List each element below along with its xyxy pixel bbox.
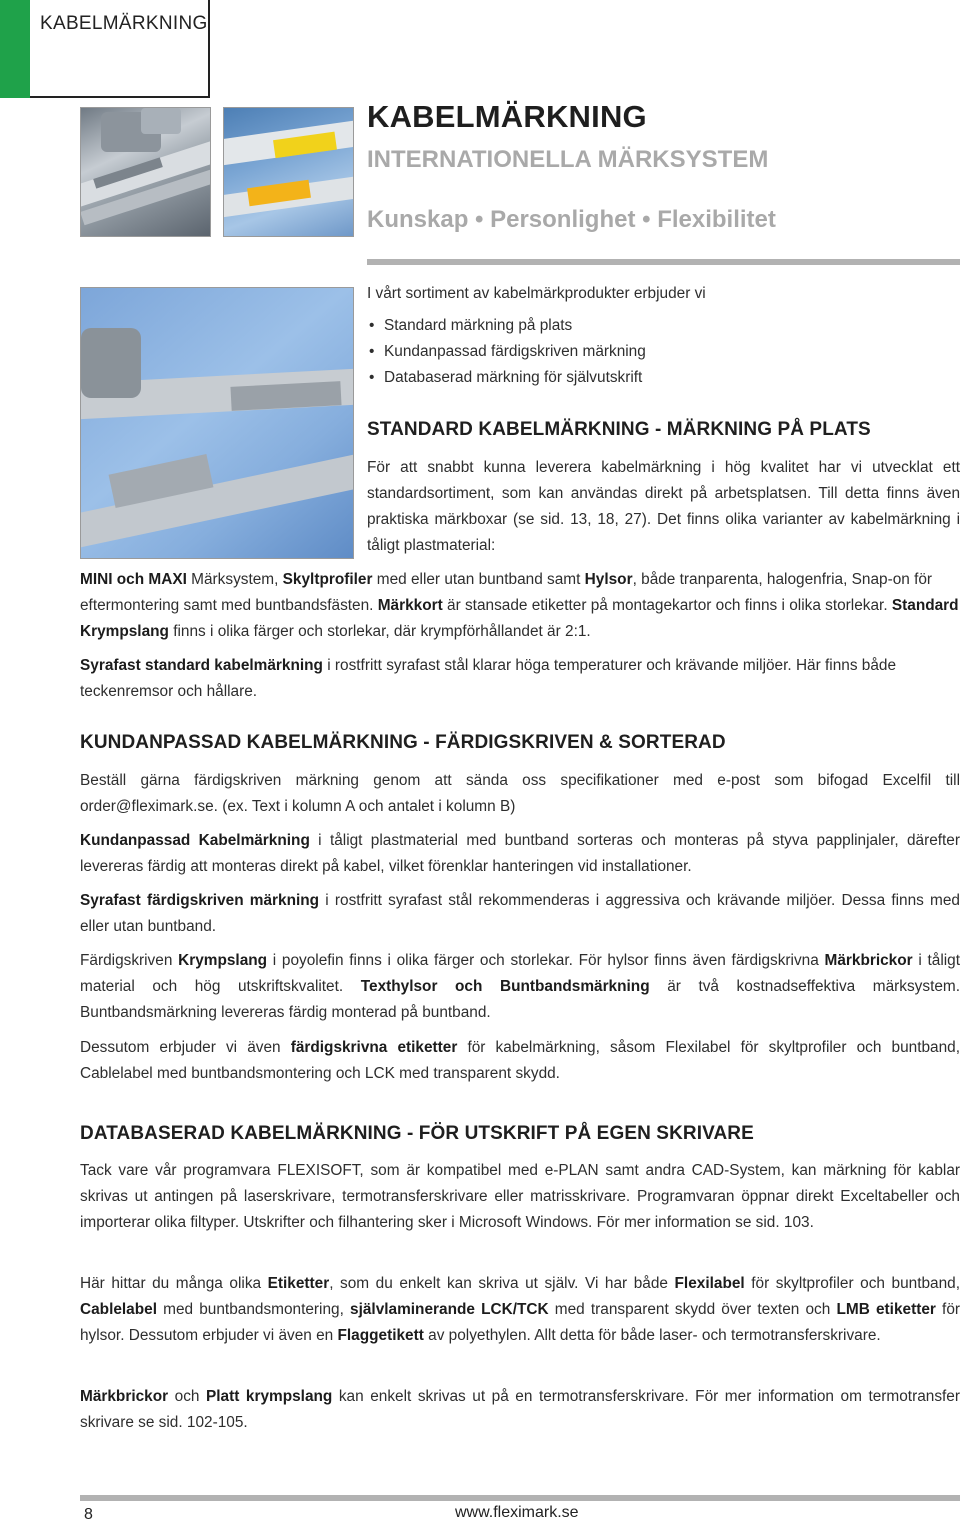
section-heading-standard: STANDARD KABELMÄRKNING - MÄRKNING PÅ PLATS <box>367 419 871 440</box>
bold-term: Etiketter <box>267 1275 330 1292</box>
paragraph <box>80 1271 960 1349</box>
bold-term: Cablelabel <box>80 1301 157 1318</box>
tagline: Kunskap • Personlighet • Flexibilitet <box>367 206 776 233</box>
text-run: kan enkelt skrivas ut på en termotransferskrivare. För mer information om termotransfer skrivare se sid. 102-105. <box>80 1388 960 1431</box>
paragraph <box>80 567 960 645</box>
header-accent-bar <box>0 0 30 98</box>
divider-top <box>367 259 960 265</box>
paragraph <box>80 828 960 880</box>
bold-term: självlaminerande LCK/TCK <box>350 1301 549 1318</box>
cable-marker-illustration <box>224 108 353 236</box>
text-run: i tåligt material och hög utskriftskvalitet. <box>80 952 960 995</box>
cable-marker-photo <box>80 107 211 237</box>
cable-marker-illustration <box>81 108 210 236</box>
text-run: finns i olika färger och storlekar, där krympförhållandet är 2:1. <box>168 623 591 640</box>
list-item: • Kundanpassad färdigskriven märkning <box>367 339 960 365</box>
paragraph: För att snabbt kunna leverera kabelmärkning i hög kvalitet har vi utvecklat ett standardsortiment, som kan användas direkt på arbetsplatsen. Till detta finns även praktiska märkboxar (se sid. 13, 18, 27). Det finns olika varianter av kabelmärkning i tåligt plastmaterial: <box>367 459 960 554</box>
text-run: med buntbandsmontering, <box>156 1301 351 1318</box>
text-run: för skyltprofiler och buntband, <box>744 1275 960 1292</box>
bold-term: MINI och MAXI <box>80 571 187 588</box>
section-heading-databaserad: DATABASERAD KABELMÄRKNING - FÖR UTSKRIFT PÅ EGEN SKRIVARE <box>80 1123 754 1144</box>
text-run: , som du enkelt kan skriva ut själv. Vi har både <box>329 1275 675 1292</box>
bold-term: Syrafast färdigskriven märkning <box>80 892 320 909</box>
bold-term: Texthylsor och Buntbandsmärkning <box>360 978 650 995</box>
page-subtitle: INTERNATIONELLA MÄRKSYSTEM <box>367 146 769 173</box>
list-item: • Databaserad märkning för självutskrift <box>367 365 960 391</box>
text-run: Färdigskriven <box>80 952 179 969</box>
intro-bullet-list <box>367 313 960 391</box>
paragraph <box>80 1035 960 1087</box>
list-item: • Standard märkning på plats <box>367 313 960 339</box>
bold-term: Märkbrickor <box>824 952 913 969</box>
text-run: av polyethylen. Allt detta för både laser- och termotransferskrivare. <box>423 1327 881 1344</box>
text-run: i tåligt plastmaterial med buntband sorteras och monteras på styva papplinjaler, därefter levereras färdig att monteras direkt på kabel, vilket förenklar hanteringen vid installationer. <box>80 832 960 875</box>
text-run: och <box>168 1388 207 1405</box>
page-title: KABELMÄRKNING <box>367 99 647 134</box>
bold-term: Platt krympslang <box>206 1388 333 1405</box>
text-run: för kabelmärkning, såsom Flexilabel för skyltprofiler och buntband, Cablelabel med buntbandsmontering och LCK med transparent skydd. <box>80 1039 960 1082</box>
header-tab-label: KABELMÄRKNING <box>40 13 208 34</box>
text-run: Här hittar du många olika <box>80 1275 268 1292</box>
text-run: i rostfritt syrafast stål rekommenderas i aggressiva och krävande miljöer. Dessa finns med eller utan buntband. <box>80 892 960 935</box>
cable-marker-photo-colored <box>223 107 354 237</box>
text-run: Märksystem, <box>186 571 283 588</box>
bold-term: Märkbrickor <box>80 1388 169 1405</box>
paragraph <box>80 653 960 705</box>
text-run: med transparent skydd över texten och <box>548 1301 837 1318</box>
paragraph: Tack vare vår programvara FLEXISOFT, som är kompatibel med e-PLAN samt andra CAD-System, kan märkning för kablar skrivas ut antingen på laserskrivare, termotransferskrivare eller matrisskrivare. Programvaran öppnar direkt Exceltabeller och importerar olika filtyper. Utskrifter och filhantering sker i Microsoft Windows. För mer information se sid. 103. <box>80 1162 960 1231</box>
page-number: 8 <box>84 1506 93 1523</box>
section-heading-kundanpassad: KUNDANPASSAD KABELMÄRKNING - FÄRDIGSKRIVEN & SORTERAD <box>80 732 726 753</box>
bold-term: Standard Krympslang <box>80 597 959 640</box>
bold-term: Syrafast standard kabelmärkning <box>80 657 323 674</box>
text-run: är två kostnadseffektiva märksystem. Buntbandsmärkning levereras färdig monterad på buntband. <box>80 978 960 1021</box>
text-run: för hylsor. Dessutom erbjuder vi även en <box>80 1301 960 1344</box>
stainless-marker-illustration <box>81 288 353 558</box>
bold-term: Märkkort <box>377 597 443 614</box>
bold-term: Flaggetikett <box>337 1327 424 1344</box>
paragraph <box>80 1384 960 1436</box>
bold-term: Skyltprofiler <box>282 571 373 588</box>
text-run: är stansade etiketter på montagekartor och finns i olika storlekar. <box>442 597 892 614</box>
divider-bottom <box>80 1495 960 1501</box>
text-run: , både tranparenta, halogenfria, Snap-on för eftermontering samt med buntbandsfästen. <box>80 571 933 614</box>
bold-term: Krympslang <box>178 952 268 969</box>
paragraph <box>80 948 960 1026</box>
text-run: i rostfritt syrafast stål klarar höga temperaturer och krävande miljöer. Här finns både teckenremsor och hållare. <box>80 657 897 700</box>
website-link[interactable]: www.fleximark.se <box>455 1504 579 1521</box>
bold-term: LMB etiketter <box>836 1301 936 1318</box>
paragraph <box>80 888 960 940</box>
text-run: i poyolefin finns i olika färger och storlekar. För hylsor finns även färdigskrivna <box>267 952 825 969</box>
stainless-marker-photo <box>80 287 354 559</box>
text-run: Dessutom erbjuder vi även <box>80 1039 291 1056</box>
text-run: med eller utan buntband samt <box>372 571 585 588</box>
bold-term: färdigskrivna etiketter <box>290 1039 458 1056</box>
bold-term: Kundanpassad Kabelmärkning <box>80 832 310 849</box>
bold-term: Flexilabel <box>674 1275 745 1292</box>
paragraph: Beställ gärna färdigskriven märkning genom att sända oss specifikationer med e-post som bifogad Excelfil till order@fleximark.se. (ex. Text i kolumn A och antalet i kolumn B) <box>80 772 960 815</box>
bold-term: Hylsor <box>584 571 633 588</box>
intro-text: I vårt sortiment av kabelmärkprodukter erbjuder vi <box>367 285 706 302</box>
